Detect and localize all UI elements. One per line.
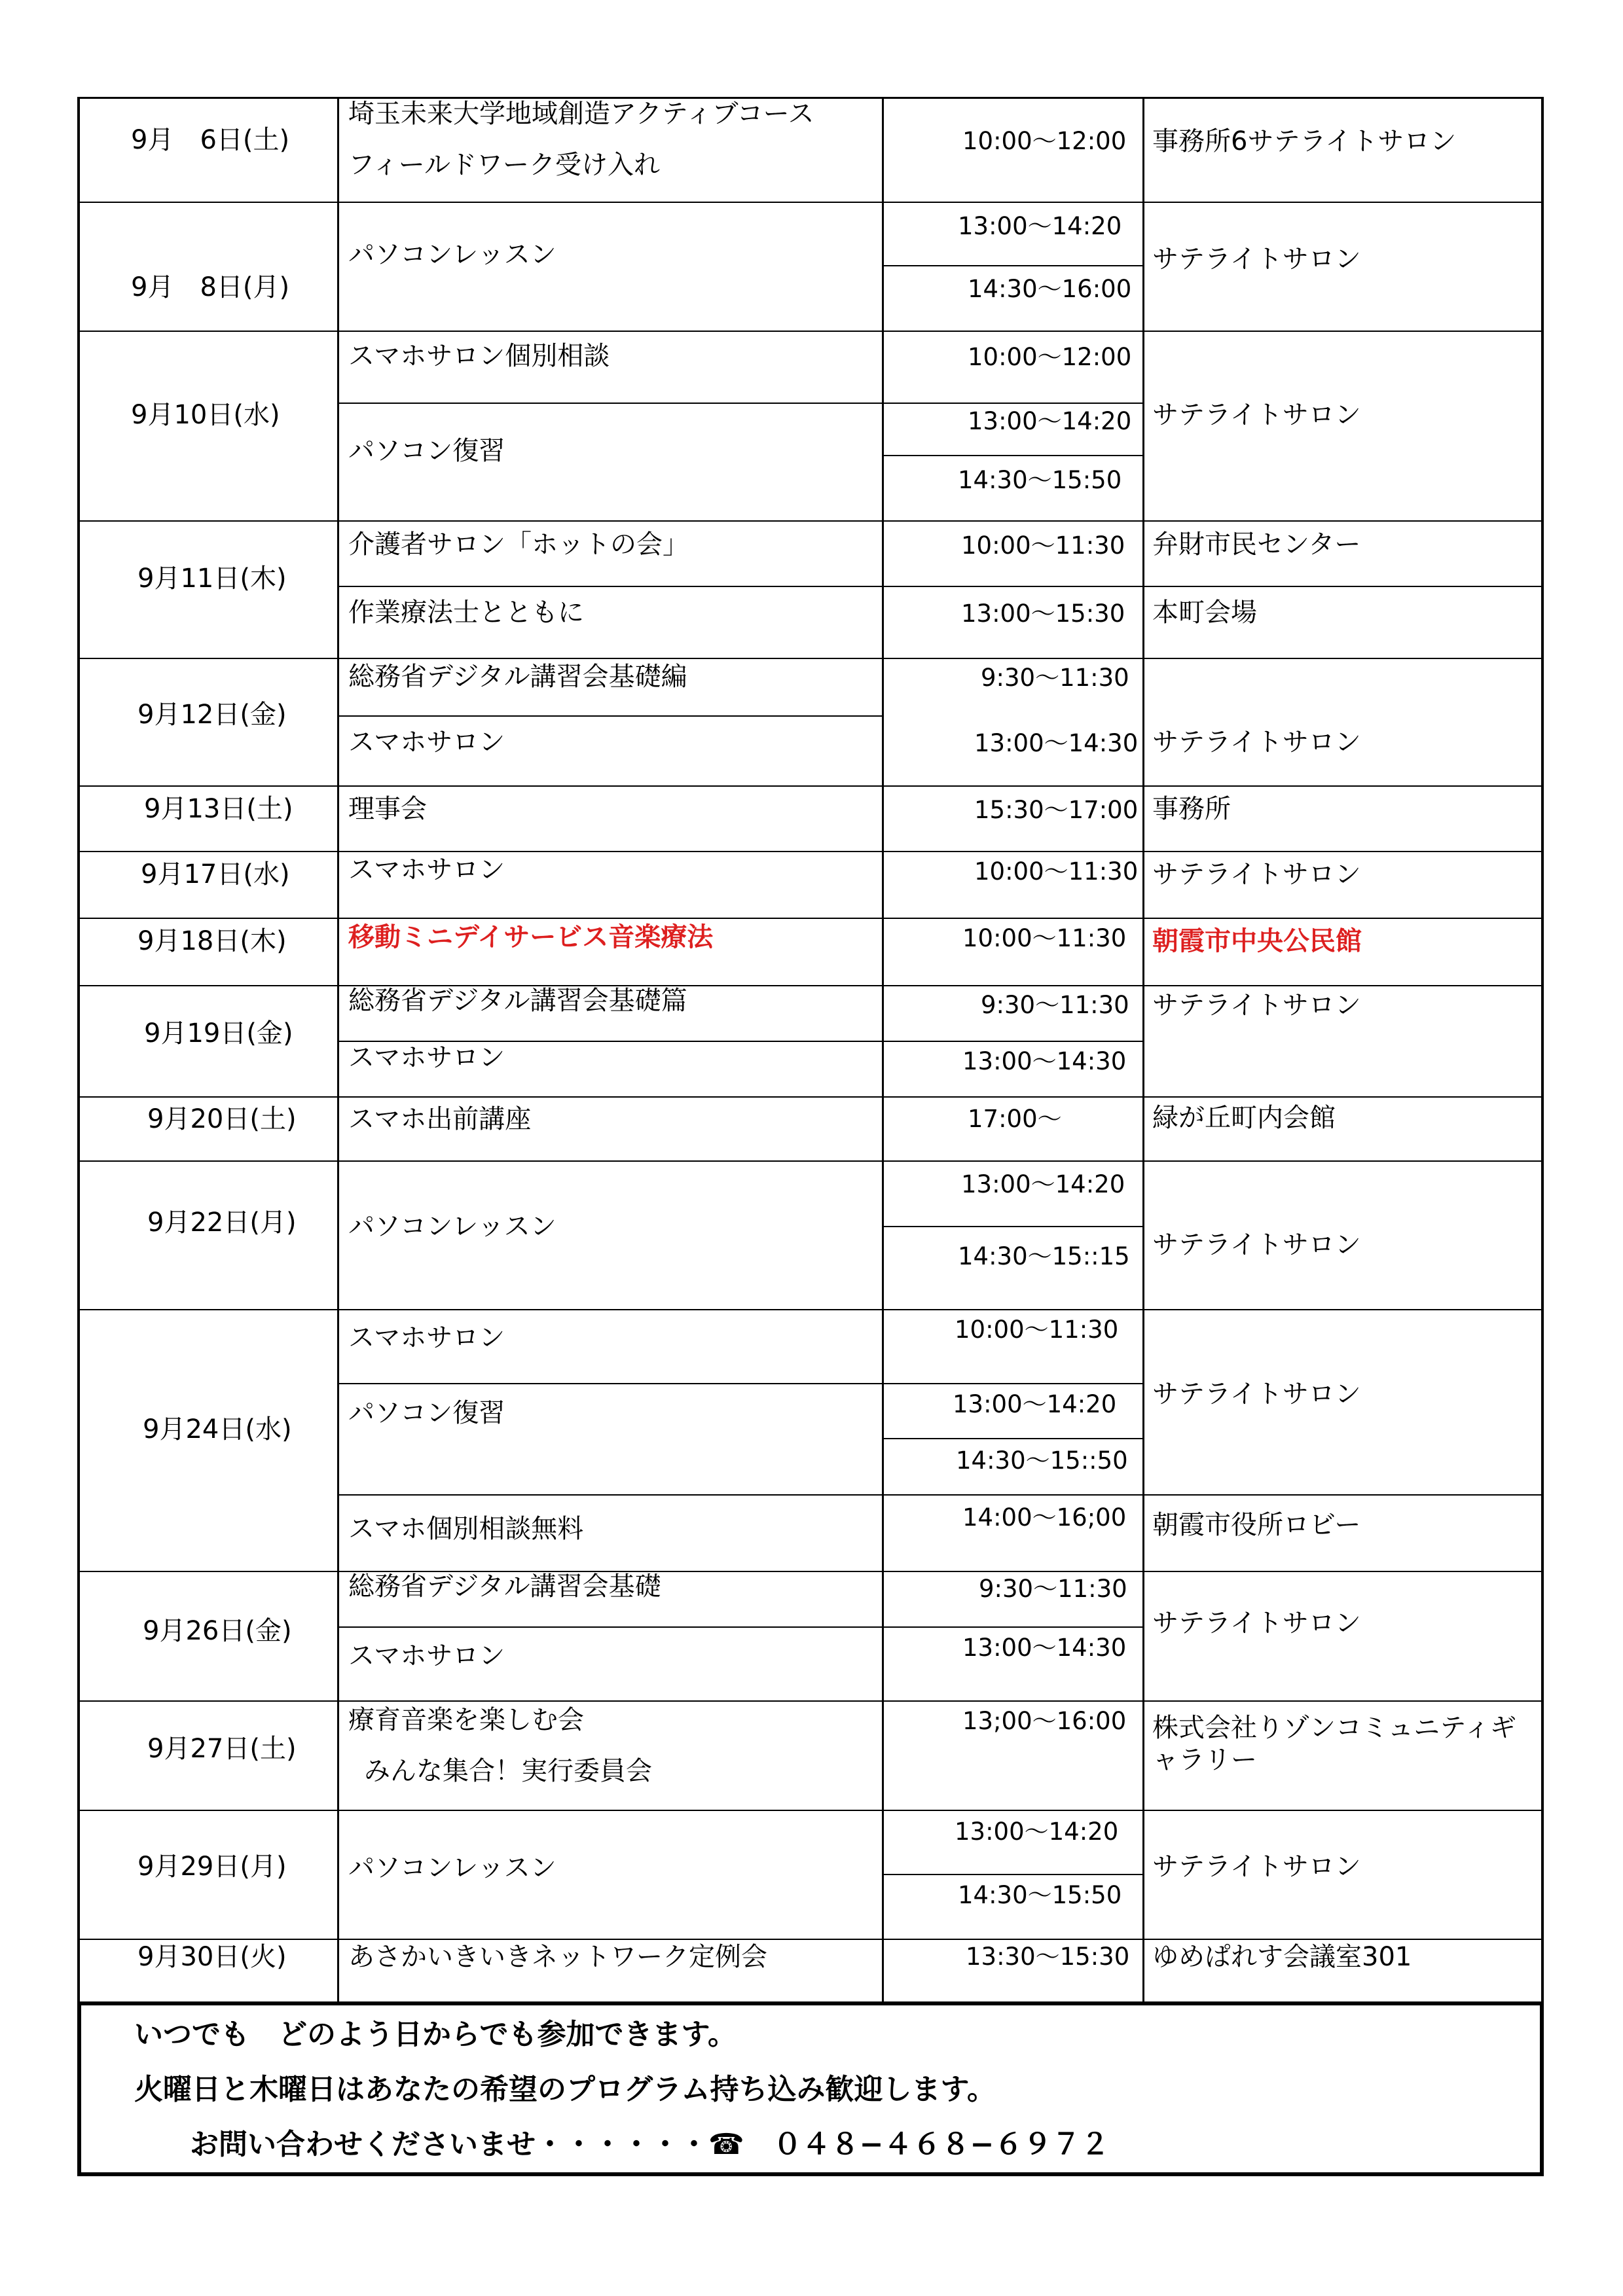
- event-title: あさかいきいきネットワーク定例会: [348, 1942, 767, 1972]
- event-place-highlight: 朝霞市中央公民館: [1152, 926, 1362, 956]
- column-divider: [337, 97, 339, 2001]
- row-divider: [77, 1939, 1544, 1940]
- event-time: 13:00〜14:20: [961, 1170, 1125, 1198]
- event-place: サテライトサロン: [1152, 990, 1361, 1020]
- event-title: フィールドワーク受け入れ: [348, 150, 660, 180]
- date-cell: 9月22日(月): [147, 1208, 297, 1238]
- event-title: 療育音楽を楽しむ会: [348, 1705, 584, 1735]
- date-cell: 9月29日(月): [137, 1852, 287, 1882]
- event-time: 14:30〜15::50: [956, 1446, 1128, 1475]
- date-cell: 9月10日(水): [131, 400, 280, 430]
- event-time: 10:00〜11:30: [955, 1316, 1119, 1344]
- event-time: 9:30〜11:30: [981, 991, 1129, 1019]
- time-divider: [882, 455, 1142, 456]
- date-cell: 9月17日(水): [141, 859, 290, 889]
- event-place: サテライトサロン: [1152, 1379, 1361, 1409]
- sub-row-divider: [337, 1494, 1544, 1496]
- event-place: サテライトサロン: [1152, 859, 1361, 889]
- date-cell: 9月18日(木): [137, 926, 287, 956]
- event-title-highlight: 移動ミニデイサービス音楽療法: [348, 922, 714, 952]
- date-cell: 9月19日(金): [144, 1018, 293, 1049]
- event-title: スマホサロン: [348, 1323, 505, 1353]
- event-time: 14:30〜15:50: [958, 466, 1122, 494]
- event-place: 事務所6サテライトサロン: [1152, 126, 1457, 156]
- event-time: 13:00〜14:20: [953, 1390, 1117, 1418]
- event-time: 14:30〜16:00: [968, 275, 1132, 303]
- row-divider: [77, 1810, 1544, 1811]
- event-time: 13:00〜14:30: [962, 1634, 1127, 1662]
- event-time: 13;00〜16:00: [962, 1707, 1127, 1735]
- sub-row-divider: [337, 403, 1142, 404]
- event-place: 事務所: [1152, 794, 1231, 824]
- event-time: 14:00〜16;00: [962, 1503, 1127, 1532]
- event-title: 介護者サロン「ホットの会」: [348, 529, 689, 560]
- column-divider: [1142, 97, 1144, 2001]
- sub-row-divider: [337, 1383, 1142, 1384]
- event-place: 株式会社りゾンコミュニティギ: [1152, 1713, 1516, 1743]
- event-place: サテライトサロン: [1152, 244, 1361, 274]
- row-divider: [77, 520, 1544, 522]
- sub-row-divider: [337, 715, 882, 717]
- row-divider: [77, 202, 1544, 203]
- date-cell: 9月24日(水): [143, 1414, 292, 1444]
- row-divider: [77, 658, 1544, 659]
- event-time: 10:00〜11:30: [961, 531, 1125, 560]
- date-cell: 9月30日(火): [137, 1942, 287, 1972]
- event-place: ゆめぱれす会議室301: [1152, 1942, 1412, 1972]
- event-time: 13:00〜15:30: [961, 600, 1125, 628]
- date-cell: 9月26日(金): [143, 1616, 292, 1646]
- row-divider: [77, 331, 1544, 332]
- event-place: サテライトサロン: [1152, 400, 1361, 430]
- event-title: パソコンレッスン: [348, 1853, 556, 1883]
- row-divider: [77, 1700, 1544, 1702]
- event-time: 13:30〜15:30: [966, 1943, 1130, 1971]
- event-title: 埼玉未来大学地域創造アクティブコース: [348, 99, 814, 129]
- event-title: 総務省デジタル講習会基礎編: [348, 662, 687, 692]
- event-title: スマホサロン: [348, 855, 505, 885]
- event-title: 理事会: [348, 794, 427, 824]
- event-time: 13:00〜14:30: [974, 729, 1139, 757]
- event-title: パソコン復習: [348, 436, 505, 466]
- event-title: みんな集合！実行委員会: [364, 1756, 652, 1786]
- event-title: スマホサロン: [348, 727, 505, 757]
- event-place: サテライトサロン: [1152, 1230, 1361, 1260]
- event-place: ャラリー: [1152, 1745, 1257, 1775]
- sub-row-divider: [337, 1626, 1142, 1628]
- event-place: 朝霞市役所ロビー: [1152, 1510, 1361, 1540]
- event-place: 緑が丘町内会館: [1152, 1103, 1336, 1133]
- row-divider: [77, 1571, 1544, 1572]
- contact-phone: お問い合わせくださいませ・・・・・・☎ ０４８−４６８−６９７２: [190, 2128, 1110, 2161]
- row-divider: [77, 1096, 1544, 1098]
- event-time: 10:00〜12:00: [968, 343, 1132, 371]
- event-title: パソコンレッスン: [348, 240, 556, 270]
- event-place: 弁財市民センター: [1152, 529, 1361, 560]
- event-title: 作業療法士とともに: [348, 598, 584, 628]
- event-time: 13:00〜14:20: [955, 1818, 1119, 1846]
- event-title: スマホ出前講座: [348, 1104, 532, 1134]
- event-place: サテライトサロン: [1152, 1852, 1361, 1882]
- event-time: 14:30〜15:50: [958, 1881, 1122, 1909]
- date-cell: 9月 6日(土): [131, 125, 290, 155]
- time-divider: [882, 265, 1142, 266]
- date-cell: 9月 8日(月): [131, 272, 290, 302]
- date-cell: 9月13日(土): [144, 794, 293, 824]
- time-divider: [882, 1438, 1142, 1439]
- event-time: 14:30〜15::15: [958, 1242, 1130, 1270]
- event-title: パソコンレッスン: [348, 1211, 556, 1242]
- event-title: スマホ個別相談無料: [348, 1514, 584, 1544]
- event-time: 10:00〜12:00: [962, 127, 1127, 155]
- event-time: 9:30〜11:30: [979, 1575, 1127, 1603]
- event-time: 9:30〜11:30: [981, 664, 1129, 692]
- event-place: サテライトサロン: [1152, 1608, 1361, 1638]
- column-divider: [882, 97, 884, 2001]
- event-title: スマホサロン: [348, 1043, 505, 1073]
- event-time: 10:00〜11:30: [962, 924, 1127, 952]
- event-time: 13:00〜14:20: [968, 407, 1132, 435]
- event-time: 13:00〜14:20: [958, 212, 1122, 240]
- row-divider: [77, 918, 1544, 919]
- row-divider: [77, 1309, 1544, 1310]
- notice-line: いつでも どのよう日からでも参加できます。: [134, 2018, 737, 2051]
- date-cell: 9月11日(木): [137, 564, 287, 594]
- event-place: サテライトサロン: [1152, 727, 1361, 757]
- event-place: 本町会場: [1152, 598, 1257, 628]
- row-divider: [77, 985, 1544, 986]
- date-cell: 9月20日(土): [147, 1104, 297, 1134]
- event-title: 総務省デジタル講習会基礎篇: [348, 986, 687, 1016]
- event-title: 総務省デジタル講習会基礎: [348, 1571, 661, 1602]
- notice-line: 火曜日と木曜日はあなたの希望のプログラム持ち込み歓迎します。: [134, 2073, 996, 2106]
- event-title: スマホサロン: [348, 1641, 505, 1671]
- time-divider: [882, 1226, 1142, 1227]
- event-time: 17:00〜: [968, 1105, 1062, 1133]
- event-title: パソコン復習: [348, 1398, 505, 1428]
- sub-row-divider: [337, 586, 1544, 587]
- date-cell: 9月12日(金): [137, 700, 287, 730]
- event-time: 13:00〜14:30: [962, 1047, 1127, 1075]
- event-title: スマホサロン個別相談: [348, 341, 610, 371]
- row-divider: [77, 1160, 1544, 1162]
- row-divider: [77, 851, 1544, 852]
- row-divider: [77, 785, 1544, 787]
- event-time: 10:00〜11:30: [974, 857, 1139, 886]
- event-time: 15:30〜17:00: [974, 796, 1139, 824]
- date-cell: 9月27日(土): [147, 1734, 297, 1764]
- time-divider: [882, 1874, 1142, 1875]
